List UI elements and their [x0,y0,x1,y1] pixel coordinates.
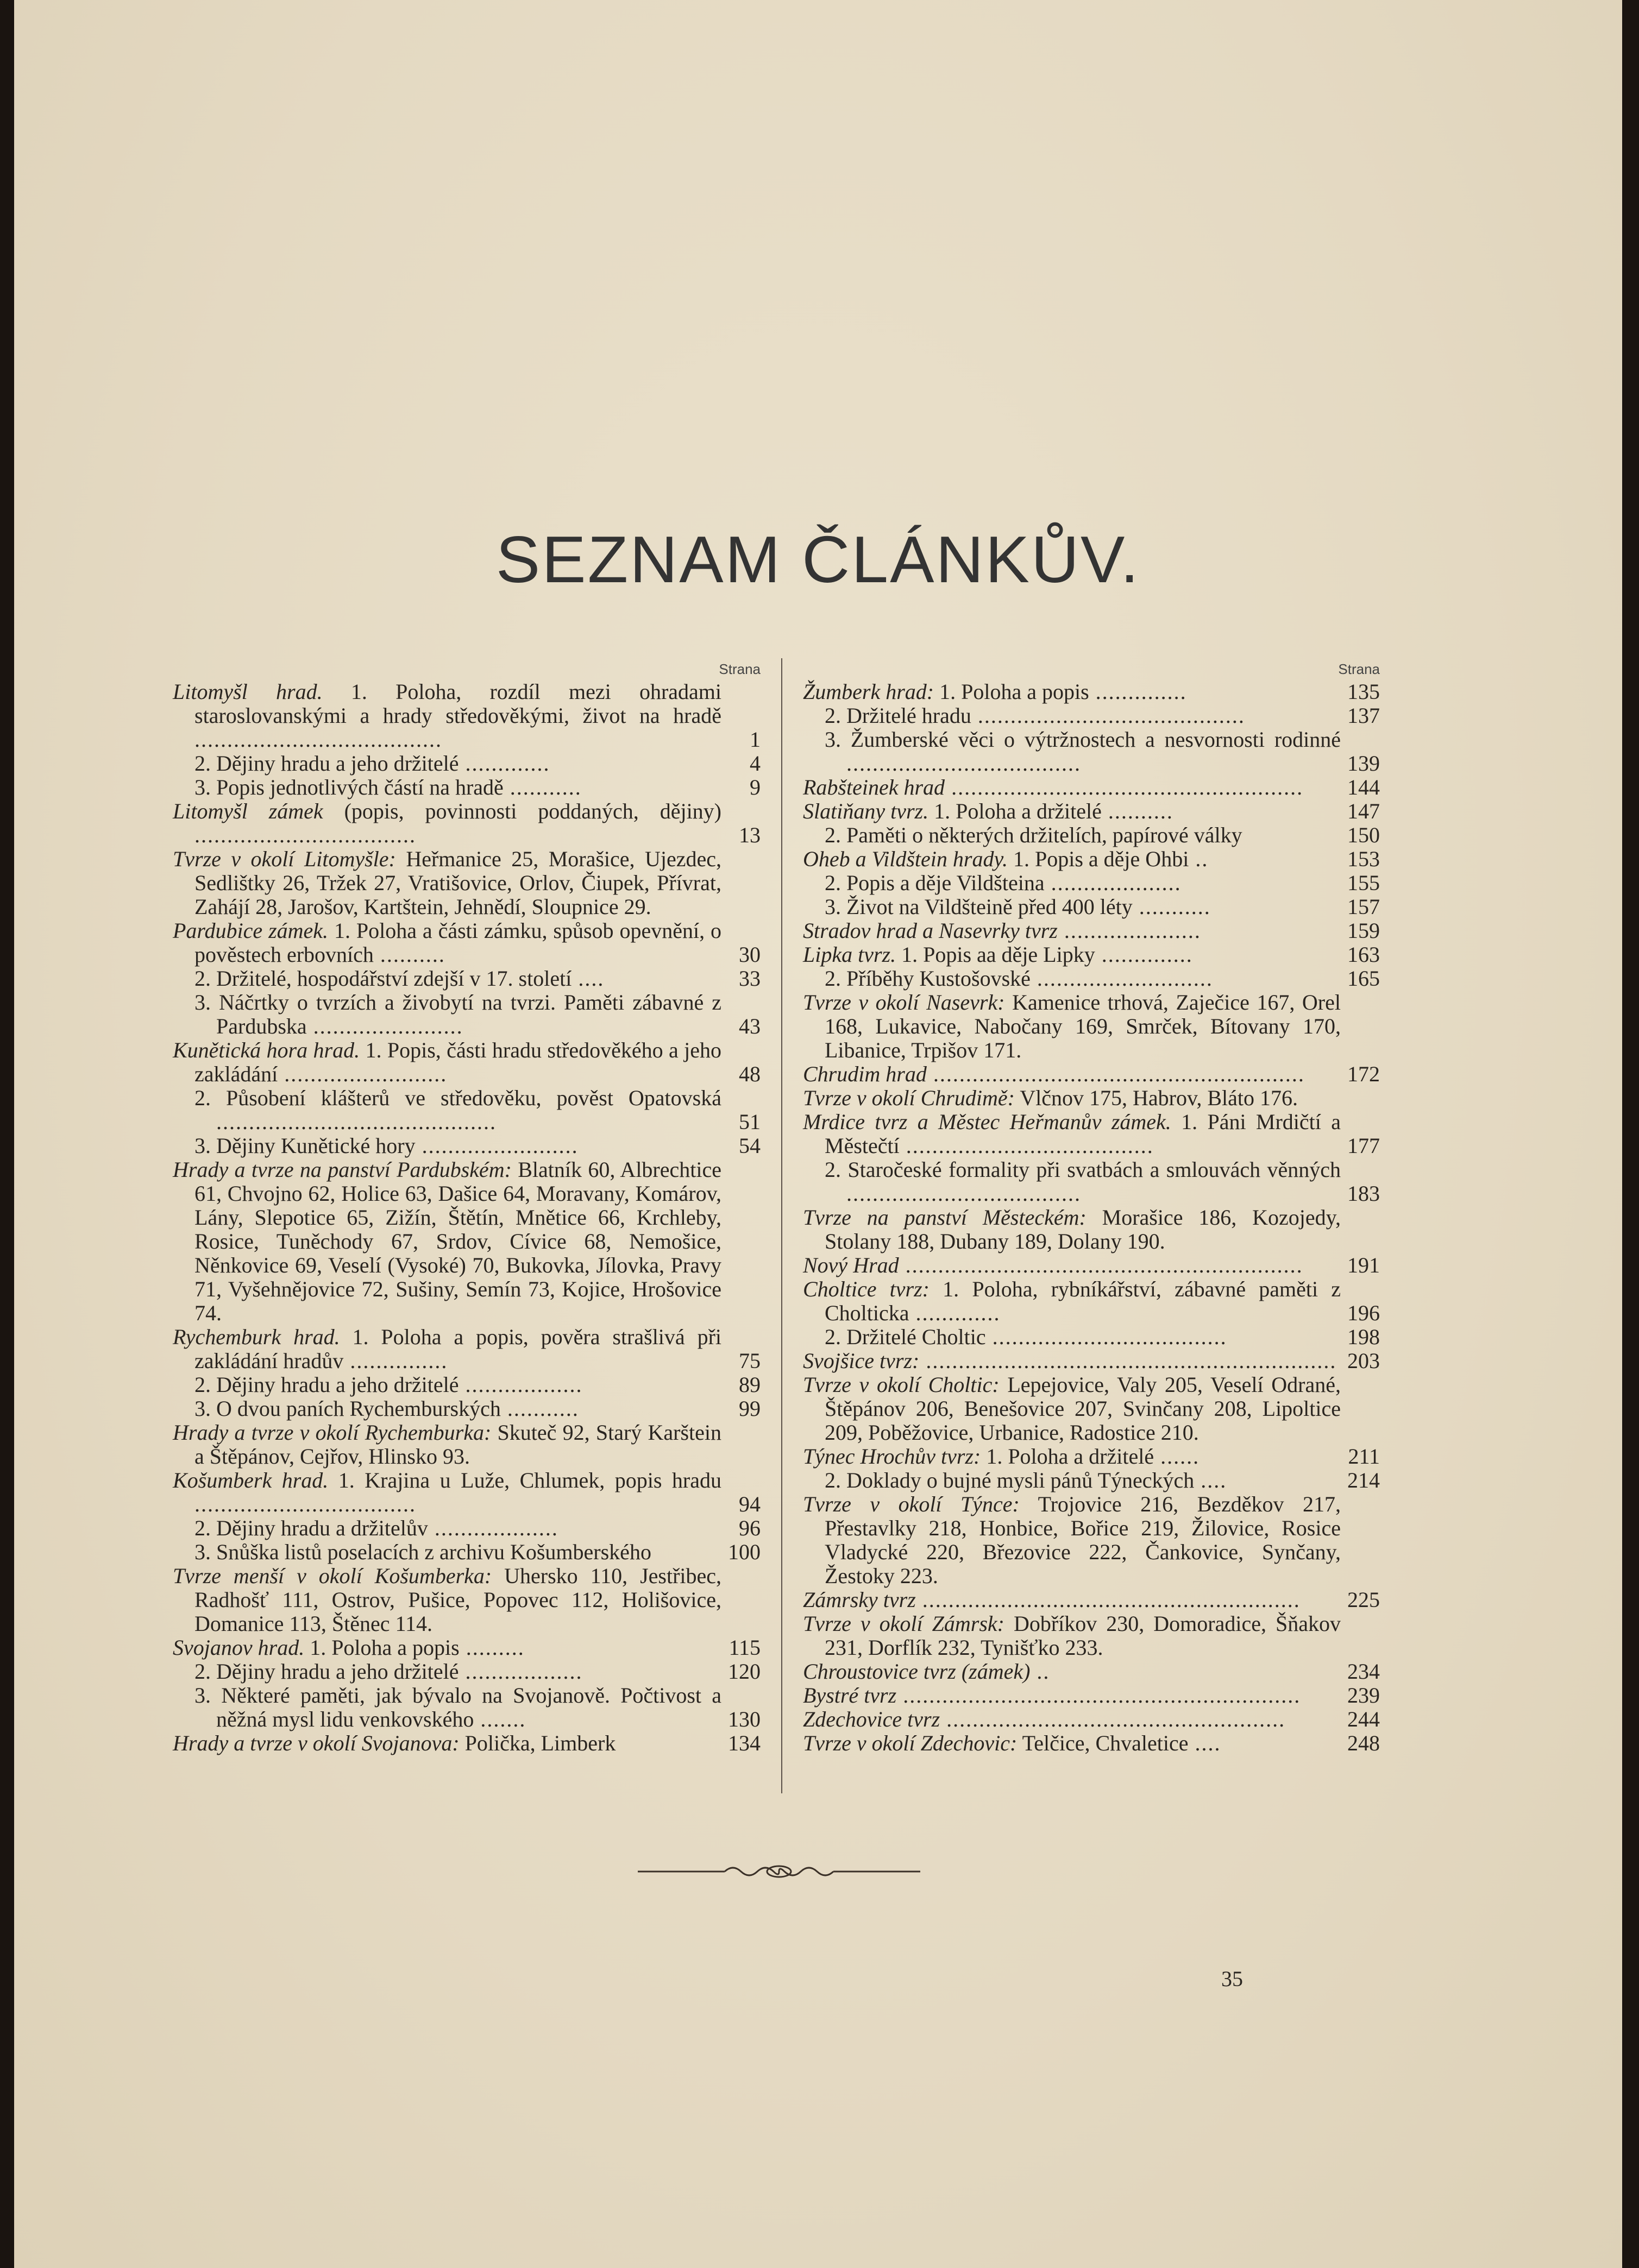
toc-entry [173,1660,761,1684]
toc-entry-text [173,1421,761,1469]
toc-leader-dots: .... [572,966,605,991]
toc-entry-text [173,680,761,752]
toc-page-number: 89 [739,1372,761,1397]
toc-entry-description: 1. Popis aa děje Lipky [896,942,1095,967]
toc-entry-description: Heřmanice 25, Morašice, Ujezdec, Sedlištky 26, Tržek 27, Vratišovice, Orlov, Čiupek, Přívrat, Zahájí 28, Jarošov, Kartštein, Jehnědí, Sloupnice 29. [194,847,721,919]
column-divider [781,658,782,1793]
toc-leader-dots: .................. [459,1372,583,1397]
toc-entry-text [173,919,761,967]
toc-entry-text [803,1277,1380,1325]
toc-entry [803,943,1380,967]
toc-page-number: 9 [750,775,761,799]
toc-entry [173,1564,761,1636]
toc-leader-dots: .................................. [194,1492,416,1516]
toc-entry-description: 3. Popis jednotlivých částí na hradě [194,775,504,799]
toc-entry [803,1469,1380,1492]
toc-entry [803,1684,1380,1708]
page-title: SEZNAM ČLÁNKŮV. [495,522,1141,596]
toc-entry-heading: Rabšteinek hrad [803,775,945,799]
toc-entry-heading: Košumberk hrad. [173,1468,329,1492]
toc-entry [803,1158,1380,1206]
toc-entry-text [194,1373,761,1397]
toc-entry-description: 3. Dějiny Kunětické hory [194,1133,416,1158]
toc-leader-dots: ............................................................. [896,1683,1301,1708]
toc-entry-heading: Svojanov hrad. [173,1635,305,1660]
toc-leader-dots: ......................................... [971,703,1245,728]
toc-entry-description: 3. Žumberské věci o výtržnostech a nesvornosti rodinné [825,727,1341,752]
toc-page-number: 48 [739,1062,761,1086]
toc-page-number: 198 [1347,1325,1380,1349]
toc-entry-text [173,1158,761,1325]
toc-entry-description: 2. Držitelé Choltic [825,1325,986,1349]
toc-entry-text [173,1325,761,1373]
toc-entry [803,1062,1380,1086]
toc-entry-text [194,1134,761,1158]
toc-entry [803,1349,1380,1373]
toc-entry-text [825,967,1380,991]
toc-entry-heading: Nový Hrad [803,1253,899,1277]
toc-left-column [173,658,761,1755]
toc-page-number: 30 [739,942,761,967]
toc-entry [803,895,1380,919]
toc-entry [173,967,761,991]
toc-entry-description: 2. Popis a děje Vildšteina [825,871,1045,895]
page-number: 35 [1221,1967,1243,1991]
toc-entry-heading: Slatiňany tvrz. [803,799,929,823]
toc-entry [173,847,761,919]
toc-entry [803,1110,1380,1158]
toc-entry-heading: Lipka tvrz. [803,942,896,967]
toc-entry-description: Telčice, Chvaletice [1017,1731,1189,1755]
toc-leader-dots: .................................................... [940,1707,1286,1731]
toc-entry-text [194,1540,761,1564]
toc-leader-dots: .................................. [194,823,416,847]
toc-page-number: 4 [750,751,761,776]
toc-entry-heading: Stradov hrad a Nasevrky tvrz [803,918,1058,943]
toc-entry-heading: Hrady a tvrze v okolí Svojanova: [173,1731,460,1755]
toc-entry-text [803,1684,1380,1708]
toc-entry-heading: Choltice tvrz: [803,1277,930,1301]
toc-entry-text [825,871,1380,895]
toc-entry-text [173,799,761,847]
toc-leader-dots: .................................... [846,751,1081,776]
toc-leader-dots: ............. [909,1301,1001,1325]
toc-entry [803,1206,1380,1253]
toc-entry-description: 1. Popis, části hradu středověkého a jeho zakládání [194,1038,721,1086]
toc-entry [173,776,761,799]
toc-entry-heading: Zdechovice tvrz [803,1707,940,1731]
toc-entry-text [194,1397,761,1421]
toc-page-number: 144 [1347,775,1380,799]
toc-entry-heading: Kunětická hora hrad. [173,1038,360,1062]
toc-entry-text [803,1492,1380,1588]
toc-entry-text [803,799,1380,823]
toc-right-column [803,658,1380,1755]
toc-entry-description: 1. Poloha a popis [304,1635,460,1660]
strana-label: Strana [1338,661,1380,677]
toc-entry [173,1158,761,1325]
toc-entry-text [803,1708,1380,1731]
toc-page-number: 150 [1347,823,1380,847]
toc-entry-description: (popis, povinnosti poddaných, dějiny) [323,799,721,823]
toc-entry [173,1134,761,1158]
toc-leader-dots: ........................................... [216,1110,497,1134]
toc-entry [803,1373,1380,1445]
toc-page-number: 183 [1347,1181,1380,1206]
toc-entry-description: 2. Dějiny hradu a jeho držitelé [194,1372,459,1397]
toc-leader-dots: ........... [1132,894,1211,919]
toc-page-number: 248 [1347,1731,1380,1755]
toc-leader-dots: .......................................................... [915,1587,1301,1612]
toc-entry [803,991,1380,1062]
toc-entry-text [803,1660,1380,1684]
toc-entry-text [173,847,761,919]
toc-entry [803,967,1380,991]
toc-page-number: 203 [1347,1349,1380,1373]
toc-entry [803,1708,1380,1731]
toc-entry [173,1469,761,1516]
toc-leader-dots: ..................... [1057,918,1201,943]
toc-entry-text [803,1206,1380,1253]
toc-leader-dots: ........................... [1030,966,1213,991]
toc-entry [803,1492,1380,1588]
toc-leader-dots: ........... [500,1396,579,1421]
toc-page-number: 157 [1347,894,1380,919]
toc-entry-description: 1. Poloha a popis [934,679,1089,704]
toc-entry-description: 1. Poloha a držitelé [928,799,1102,823]
toc-page-number: 214 [1347,1468,1380,1492]
toc-entry-description: 2. Staročeské formality při svatbách a smlouvách věnných [825,1157,1341,1182]
toc-page-number: 196 [1347,1301,1380,1325]
toc-entry-text [194,1684,761,1731]
toc-entry [803,704,1380,728]
toc-entry-description: 1. Poloha, rybníkářství, zábavné paměti z Cholticka [825,1277,1341,1325]
toc-entry-text [825,1325,1380,1349]
toc-entry [173,1636,761,1660]
toc-entry-text [173,1469,761,1516]
toc-page-number: 165 [1347,966,1380,991]
toc-entry-description: 1. Popis a děje Ohbi [1008,847,1189,871]
toc-entry-heading: Rychemburk hrad. [173,1325,340,1349]
toc-leader-dots: .......... [373,942,445,967]
toc-page-number: 155 [1347,871,1380,895]
toc-entry-heading: Mrdice tvrz a Městec Heřmanův zámek. [803,1110,1171,1134]
toc-entry-description: 3. Některé paměti, jak bývalo na Svojanově. Počtivost a něžná mysl lidu venkovského [194,1683,721,1731]
toc-entry [803,823,1380,847]
toc-entry-heading: Oheb a Vildštein hrady. [803,847,1008,871]
toc-entry-heading: Tvrze v okolí Zdechovic: [803,1731,1018,1755]
toc-entry-text [803,1086,1380,1110]
toc-entry-description: 3. Snůška listů poselacích z archivu Košumberského [194,1540,651,1564]
toc-entry-text [803,991,1380,1062]
toc-leader-dots: .................................... [985,1325,1227,1349]
toc-page-number: 43 [739,1014,761,1038]
toc-page-number: 244 [1347,1707,1380,1731]
toc-leader-dots: .............. [1095,942,1193,967]
toc-entry-description: 1. Poloha, rozdíl mezi ohradami staroslovanskými a hrady středověkými, život na hradě [194,679,722,728]
toc-entry-text [803,776,1380,799]
toc-entry-description: Kamenice trhová, Zaječice 167, Orel 168, Lukavice, Nabočany 169, Smrček, Bítovany 170, Libanice, Trpišov 171. [825,990,1341,1062]
toc-entry [803,1445,1380,1469]
toc-entry-text [194,752,761,776]
toc-entry-description: Dobříkov 230, Domoradice, Šňakov 231, Dorflík 232, Tynišťko 233. [825,1611,1341,1660]
toc-entry-text [825,728,1380,776]
toc-leader-dots: ......................................................... [926,1062,1305,1086]
toc-entry-text [803,847,1380,871]
toc-entry-text [825,823,1380,847]
ornament-divider [638,1861,920,1882]
toc-entry-text [825,1158,1380,1206]
toc-leader-dots: ........................ [415,1133,579,1158]
toc-entry [803,1086,1380,1110]
toc-entry [173,1325,761,1373]
toc-entry [803,847,1380,871]
toc-leader-dots: .. [1030,1659,1050,1684]
toc-entry-text [194,991,761,1038]
toc-page-number: 177 [1347,1133,1380,1158]
toc-leader-dots: ............... [343,1349,448,1373]
toc-leader-dots: ....... [474,1707,526,1731]
strana-label: Strana [719,661,761,677]
toc-page-number: 115 [729,1635,761,1660]
toc-entry-description: 1. Poloha a popis, pověra strašlivá při zakládání hradův [194,1325,721,1373]
toc-entry-text [803,1445,1380,1469]
toc-leader-dots: ...................................... [899,1133,1154,1158]
toc-entry-text [194,1516,761,1540]
toc-page-number: 153 [1347,847,1380,871]
toc-entry-heading: Týnec Hrochův tvrz: [803,1444,981,1469]
toc-page-number: 51 [739,1110,761,1134]
toc-entry-description: 3. Život na Vildšteině před 400 léty [825,894,1133,919]
toc-entry-text [803,1588,1380,1612]
toc-entry-description: Lepejovice, Valy 205, Veselí Odrané, Štěpánov 206, Benešovice 207, Svinčany 208, Lipoltice 209, Poběžovice, Urbanice, Radostice 210. [825,1372,1341,1445]
toc-page-number: 99 [739,1396,761,1421]
toc-entry-description: Morašice 186, Kozojedy, Stolany 188, Dubany 189, Dolany 190. [825,1205,1341,1253]
toc-leader-dots: .................................... [846,1181,1081,1206]
toc-entry-description: Blatník 60, Albrechtice 61, Chvojno 62, Holice 63, Dašice 64, Moravany, Komárov, Lány, Slepotice 65, Zižín, Štětín, Mnětice 66, Krchleby, Rosice, Tuněchody 67, Srdov, Cívice 68, Nemošice, Něnkovice 69, Veselí (Vysoké) 70, Bukovka, Jílovka, Pravy 71, Vyšehnějovice 72, Sušiny, Semín 73, Kojice, Hrošovice 74. [194,1157,721,1325]
toc-entry-heading: Litomyšl hrad. [173,679,323,704]
toc-entry-text [194,1660,761,1684]
toc-entry-text [825,895,1380,919]
toc-entry-description: 2. Paměti o některých držitelích, papírové války [825,823,1242,847]
toc-leader-dots: ............................................................. [899,1253,1303,1277]
toc-leader-dots: ....................... [306,1014,463,1038]
toc-entry [173,1038,761,1086]
toc-entry-heading: Tvrze v okolí Choltic: [803,1372,1000,1397]
toc-page-number: 100 [728,1540,761,1564]
toc-entry-heading: Tvrze v okolí Zámrsk: [803,1611,1004,1636]
toc-entry-heading: Chroustovice tvrz (zámek) [803,1659,1031,1684]
toc-entry-heading: Tvrze v okolí Nasevrk: [803,990,1005,1015]
toc-entry-text [803,1349,1380,1373]
toc-entry-heading: Tvrze v okolí Litomyšle: [173,847,396,871]
toc-page-number: 134 [728,1731,761,1755]
toc-entry-description: Polička, Limberk [459,1731,616,1755]
toc-entry-text [173,1038,761,1086]
toc-entry-text [173,1564,761,1636]
toc-page-number: 163 [1347,942,1380,967]
toc-page-number: 239 [1347,1683,1380,1708]
toc-entry-text [194,776,761,799]
toc-entry [803,1325,1380,1349]
toc-entry-description: Skuteč 92, Starý Karštein a Štěpánov, Cejřov, Hlinsko 93. [194,1420,722,1469]
toc-entry-text [803,680,1380,704]
toc-entry-text [803,1612,1380,1660]
toc-entry-description: 2. Dějiny hradu a jeho držitelé [194,1659,459,1684]
toc-page-number: 54 [739,1133,761,1158]
toc-entry-description: Trojovice 216, Bezděkov 217, Přestavlky 218, Honbice, Bořice 219, Žilovice, Rosice Vladycké 220, Březovice 222, Čankovice, Synčany, Žestoky 223. [825,1492,1341,1588]
toc-entry-heading: Zámrsky tvrz [803,1587,916,1612]
toc-entry-description: 2. Držitelé, hospodářství zdejší v 17. století [194,966,572,991]
toc-page-number: 94 [739,1492,761,1516]
toc-entry-text [803,943,1380,967]
toc-entry-description: 1. Páni Mrdičtí a Městečtí [825,1110,1341,1158]
toc-leader-dots: ......................... [278,1062,448,1086]
toc-page-number: 13 [739,823,761,847]
toc-leader-dots: .................... [1044,871,1182,895]
toc-entry [803,1731,1380,1755]
toc-entry [803,799,1380,823]
toc-leader-dots: .... [1188,1731,1221,1755]
toc-entry-description: 2. Působení klášterů ve středověku, pověst Opatovská [194,1086,721,1110]
toc-entry-description: 1. Krajina u Luže, Chlumek, popis hradu [328,1468,721,1492]
toc-entry [173,680,761,752]
toc-entry [803,728,1380,776]
toc-entry-description: 3. Náčrtky o tvrzích a živobytí na tvrzi. Paměti zábavné z Pardubska [194,990,721,1038]
toc-leader-dots: .... [1194,1468,1227,1492]
toc-entry-heading: Žumberk hrad: [803,679,934,704]
toc-page-number: 172 [1347,1062,1380,1086]
toc-entry-text [803,919,1380,943]
toc-entry [173,1421,761,1469]
toc-entry-text [173,1636,761,1660]
toc-leader-dots: ......... [459,1635,525,1660]
toc-entry [803,1277,1380,1325]
toc-entry-text [803,1110,1380,1158]
toc-entry [173,1731,761,1755]
toc-leader-dots: .................. [459,1659,583,1684]
toc-entry-description: Vlčnov 175, Habrov, Bláto 176. [1014,1086,1298,1110]
toc-entry [803,776,1380,799]
toc-entry-heading: Tvrze na panství Městeckém: [803,1205,1087,1230]
toc-page-number: 225 [1347,1587,1380,1612]
toc-entry [173,1086,761,1134]
toc-entry [803,1612,1380,1660]
toc-entry [173,919,761,967]
toc-leader-dots: .............. [1089,679,1187,704]
toc-entry [803,1253,1380,1277]
toc-entry [173,1516,761,1540]
toc-entry [173,991,761,1038]
toc-entry [173,1540,761,1564]
toc-leader-dots: .. [1189,847,1209,871]
toc-entry-heading: Tvrze v okolí Chrudimě: [803,1086,1015,1110]
toc-entry-text [825,704,1380,728]
toc-entry-text [803,1062,1380,1086]
toc-page-number: 96 [739,1516,761,1540]
toc-leader-dots: ............................................................... [919,1349,1337,1373]
toc-entry-heading: Chrudim hrad [803,1062,927,1086]
toc-entry [803,1588,1380,1612]
toc-entry-heading: Tvrze v okolí Týnce: [803,1492,1020,1516]
toc-entry-text [803,1253,1380,1277]
toc-entry-heading: Bystré tvrz [803,1683,897,1708]
toc-entry-description: 2. Doklady o bujné mysli pánů Týneckých [825,1468,1195,1492]
toc-page-number: 130 [728,1707,761,1731]
toc-page-number: 191 [1347,1253,1380,1277]
toc-page-number: 147 [1347,799,1380,823]
toc-entry-heading: Svojšice tvrz: [803,1349,920,1373]
toc-leader-dots: ............. [459,751,550,776]
toc-page-number: 211 [1348,1444,1380,1469]
toc-entry-heading: Pardubice zámek. [173,918,329,943]
toc-entry [173,752,761,776]
toc-entry-description: 3. O dvou paních Rychemburských [194,1396,501,1421]
toc-leader-dots: ...................................... [194,727,442,752]
toc-leader-dots: ...... [1154,1444,1200,1469]
toc-page-number: 139 [1347,751,1380,776]
toc-page-number: 137 [1347,703,1380,728]
toc-entry-heading: Hrady a tvrze v okolí Rychemburka: [173,1420,492,1445]
toc-entry-description: Uhersko 110, Jestřibec, Radhošť 111, Ostrov, Pušice, Popovec 112, Holišovice, Domanice 113, Štěnec 114. [194,1564,722,1636]
toc-entry [803,871,1380,895]
toc-page-number: 75 [739,1349,761,1373]
toc-entry-description: 2. Dějiny hradu a držitelův [194,1516,428,1540]
toc-page-number: 1 [750,727,761,752]
toc-entry-text [825,1469,1380,1492]
toc-entry-description: 2. Dějiny hradu a jeho držitelé [194,751,459,776]
toc-entry-description: 2. Držitelé hradu [825,703,971,728]
toc-entry [803,1660,1380,1684]
toc-entry [803,919,1380,943]
toc-entry-text [173,1731,761,1755]
toc-page-number: 135 [1347,679,1380,704]
toc-entry-description: 1. Poloha a držitelé [981,1444,1154,1469]
toc-entry-description: 1. Poloha a části zámku, spůsob opevnění, o pověstech erbovních [194,918,721,967]
toc-entry-text [803,1373,1380,1445]
toc-entry-text [194,1086,761,1134]
toc-entry [803,680,1380,704]
toc-page-number: 33 [739,966,761,991]
toc-page-number: 234 [1347,1659,1380,1684]
toc-page-number: 159 [1347,918,1380,943]
toc-entry-heading: Litomyšl zámek [173,799,323,823]
book-page [14,0,1622,2268]
toc-entry [173,1373,761,1397]
toc-page-number: 120 [728,1659,761,1684]
toc-leader-dots: ................... [428,1516,558,1540]
toc-leader-dots: ...................................................... [945,775,1304,799]
toc-entry-text [194,967,761,991]
toc-entry-text [803,1731,1380,1755]
toc-leader-dots: ........... [503,775,582,799]
toc-entry-description: 2. Příběhy Kustošovské [825,966,1031,991]
toc-entry-heading: Tvrze menší v okolí Košumberka: [173,1564,492,1588]
toc-leader-dots: .......... [1101,799,1173,823]
toc-entry [173,1684,761,1731]
toc-entry [173,1397,761,1421]
toc-entry-heading: Hrady a tvrze na panství Pardubském: [173,1157,512,1182]
toc-entry [173,799,761,847]
